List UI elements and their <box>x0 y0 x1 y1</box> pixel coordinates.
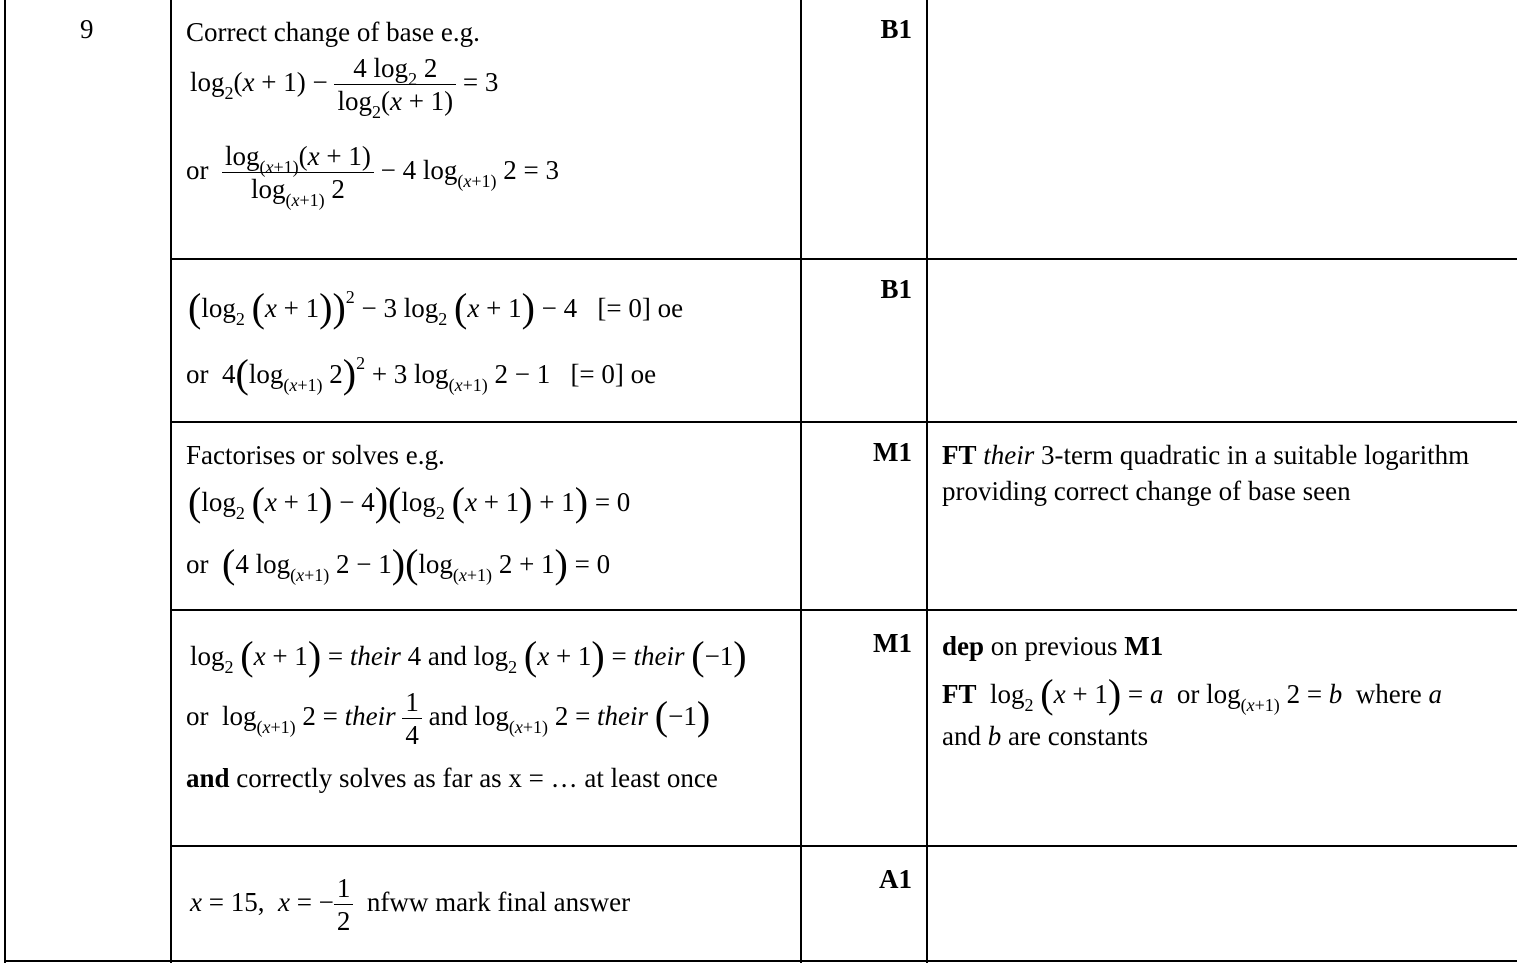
row1-mark: B1 <box>880 14 912 44</box>
row3-equation-2: or (4 $\log_{(x+1)} 2 - 1)(\log_{(x+1)}$ 2 + 1) = 0 <box>186 541 611 586</box>
row4-solve-note: and correctly solves as far as x = … at least once <box>186 763 718 793</box>
or-word: or <box>186 155 209 186</box>
row4-mark: M1 <box>873 628 912 658</box>
row2-equation-1: ($\log_2$ (x + 1))$^2$ − 3 $\log_2 (x + 1) - 4$ [= 0] oe <box>188 285 684 330</box>
or-word: or <box>186 549 209 579</box>
row1-equation-1: $\log_2(x + 1)$ − $\frac{4 \log_2 2}{\log_2(x + 1)}$ = 3 <box>190 53 499 123</box>
row4-equation-2: or $\log_{(x+1)} 2$ = their $\frac{1}{4}$ and $\log_{(x+1)} 2$ = their (−1) <box>186 687 711 751</box>
row4-guidance-3: and b are constants <box>942 721 1149 751</box>
oe-note: oe <box>657 293 684 323</box>
table-border-left <box>4 0 6 963</box>
oe-note: oe <box>630 359 657 389</box>
row-divider-3 <box>170 609 1517 611</box>
question-number: 9 <box>80 14 94 44</box>
or-word: or <box>186 359 209 389</box>
row-divider-2 <box>170 421 1517 423</box>
column-divider-2 <box>800 0 802 963</box>
column-divider-3 <box>926 0 928 963</box>
row-divider-1 <box>170 258 1517 260</box>
row4-guidance-2: FT $\log_2 (x + 1) = a$ or $\log_{(x+1)} 2 = b$ where a <box>942 671 1443 716</box>
row4-guidance-1: dep on previous M1 <box>942 631 1164 661</box>
column-divider-1 <box>170 0 172 963</box>
row3-equation-1: ($\log_2$ $(x + 1) - 4)(\log_2$ (x + 1) + 1) = 0 <box>188 479 631 524</box>
row3-intro: Factorises or solves e.g. <box>186 440 445 470</box>
row5-answer: x = 15, x = − $\frac{1}{2}$ nfww mark final answer <box>190 873 631 937</box>
table-border-bottom <box>4 960 1517 962</box>
row5-mark: A1 <box>879 864 912 894</box>
row1-intro: Correct change of base e.g. <box>186 17 480 47</box>
row-divider-4 <box>170 845 1517 847</box>
row1-equation-2: or $\frac{\log_{(x+1)}(x + 1)}{\log_{(x+1)} 2}$ − 4 $\log_{(x+1)} 2 = 3$ <box>186 141 559 211</box>
row2-mark: B1 <box>880 274 912 304</box>
row2-equation-2: or $4(\log_{(x+1)}$ 2)$^2$ + 3 $\log_{(x+1)} 2 - 1$ [= 0] oe <box>186 351 657 396</box>
row4-equation-1: $\log_2 (x + 1)$ = their 4 and $\log_2 (x + 1)$ = their (−1) <box>190 633 747 678</box>
row3-guidance: FT their 3-term quadratic in a suitable logarithm providing correct change of base seen <box>942 440 1470 506</box>
answer-note: nfww mark final answer <box>366 887 631 918</box>
row3-mark: M1 <box>873 437 912 467</box>
